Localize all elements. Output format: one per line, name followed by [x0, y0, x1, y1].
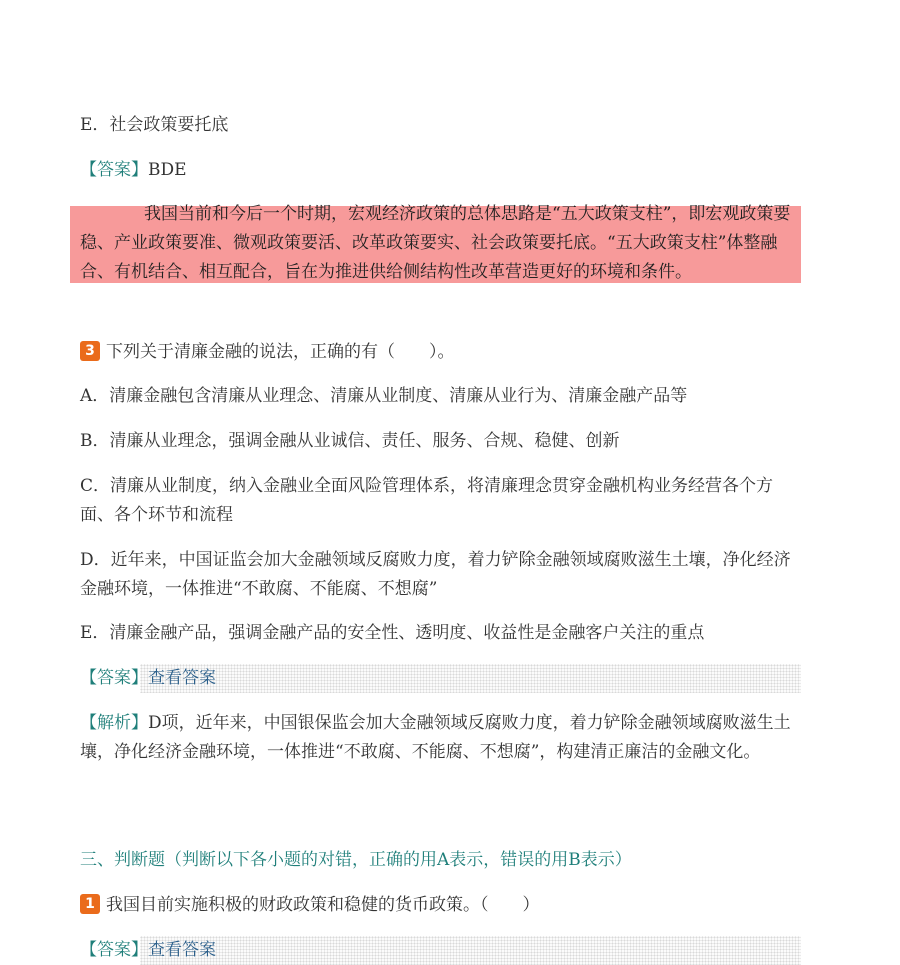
view-answer-link[interactable]: 查看答案 — [148, 668, 216, 688]
q2-answer-value: BDE — [148, 160, 187, 180]
j1-question — [80, 891, 801, 920]
q3-answer — [80, 664, 801, 693]
q3-option-c: C．清廉从业制度，纳入金融业全面风险管理体系，将清廉理念贯穿金融机构业务经营各个方面、各个环节和流程 — [80, 476, 774, 525]
q3-question — [80, 338, 801, 367]
j1-answer — [80, 936, 801, 965]
q3-analysis — [80, 709, 801, 767]
q3-option-e: E．清廉金融产品，强调金融产品的安全性、透明度、收益性是金融客户关注的重点 — [80, 623, 705, 643]
view-answer-link[interactable]: 查看答案 — [148, 940, 216, 960]
q3-question-text: 下列关于清廉金融的说法，正确的有（ ）。 — [106, 342, 455, 362]
q2-option-e: E．社会政策要托底 — [80, 115, 229, 135]
section-title: 三、判断题（判断以下各小题的对错，正确的用A表示，错误的用B表示） — [80, 850, 632, 870]
j1-question-text: 我国目前实施积极的财政政策和稳健的货币政策。（ ） — [106, 895, 540, 915]
q3-option-a: A．清廉金融包含清廉从业理念、清廉从业制度、清廉从业行为、清廉金融产品等 — [80, 386, 688, 406]
q3-answer-label: 【答案】 — [80, 668, 148, 688]
q3-analysis-label: 【解析】 — [80, 713, 148, 733]
q3-option-d: D．近年来，中国证监会加大金融领域反腐败力度，着力铲除金融领域腐败滋生土壤，净化经济金融环境，一体推进“不敢腐、不能腐、不想腐” — [80, 550, 791, 599]
q2-answer-label: 【答案】 — [80, 160, 148, 180]
q2-answer — [80, 156, 801, 185]
j1-answer-label: 【答案】 — [80, 940, 148, 960]
q3-analysis-text: D项，近年来，中国银保监会加大金融领域反腐败力度，着力铲除金融领域腐败滋生土壤，净化经济金融环境，一体推进“不敢腐、不能腐、不想腐”，构建清正廉洁的金融文化。 — [80, 713, 791, 762]
question-number-badge: 1 — [80, 894, 100, 914]
q2-explanation: 我国当前和今后一个时期，宏观经济政策的总体思路是“五大政策支柱”，即宏观政策要稳、产业政策要准、微观政策要活、改革政策要实、社会政策要托底。“五大政策支柱”体整融合、有机结合、相互配合，旨在为推进供给侧结构性改革营造更好的环境和条件。 — [80, 204, 791, 282]
question-number-badge: 3 — [80, 341, 100, 361]
q3-option-b: B．清廉从业理念，强调金融从业诚信、责任、服务、合规、稳健、创新 — [80, 431, 620, 451]
